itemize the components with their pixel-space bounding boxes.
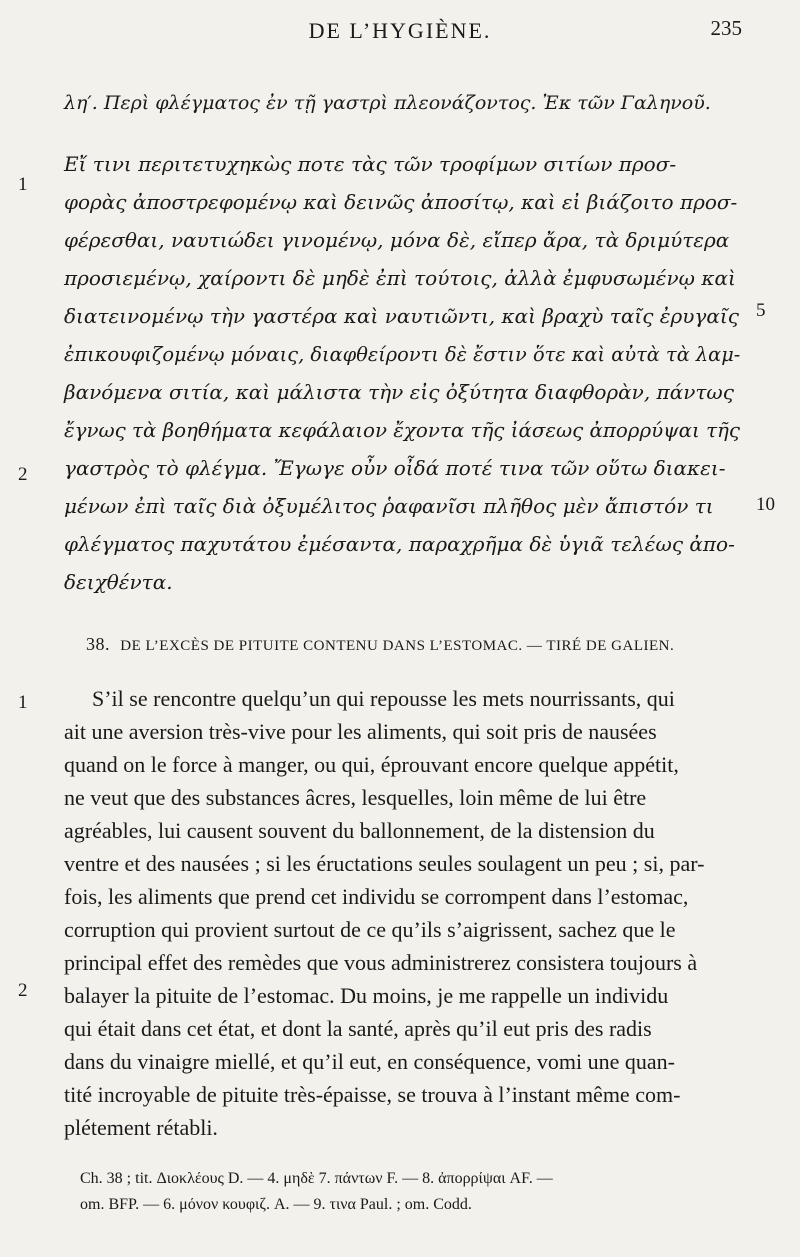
apparatus-line: Ch. 38 ; tit. Διοκλέους D. — 4. μηδὲ 7. πάντων F. — 8. ἀπορρίψαι AF. — xyxy=(80,1170,553,1187)
running-title: DE L’HYGIÈNE. xyxy=(308,18,492,43)
section-title: DE L’EXCÈS DE PITUITE CONTENU DANS L’ESTOMAC. — TIRÉ DE GALIEN. xyxy=(120,638,675,654)
greek-line: γαστρὸς τὸ φλέγμα. Ἔγωγε οὖν οἶδά ποτέ τινα τῶν οὕτω διακει- xyxy=(64,456,726,480)
french-line: fois, les aliments que prend cet individu se corrompent dans l’estomac, xyxy=(64,884,689,909)
french-line-number: 1 xyxy=(18,692,28,713)
french-line: principal effet des remèdes que vous administrerez consistera toujours à xyxy=(64,950,698,975)
french-line-number: 2 xyxy=(18,980,28,1001)
section-number: 38. xyxy=(86,634,110,654)
apparatus-line: om. BFP. — 6. μόνον κουφιζ. A. — 9. τινα Paul. ; om. Codd. xyxy=(80,1196,472,1213)
french-line: dans du vinaigre miellé, et qu’il eut, en conséquence, vomi une quan- xyxy=(64,1049,675,1074)
french-line: S’il se rencontre quelqu’un qui repousse les mets nourrissants, qui xyxy=(92,686,675,711)
greek-line-number: 10 xyxy=(756,494,775,515)
french-line: qui était dans cet état, et dont la santé, après qu’il eut pris des radis xyxy=(64,1016,652,1041)
french-line: ne veut que des substances âcres, lesquelles, loin même de lui être xyxy=(64,785,647,810)
greek-line: μένων ἐπὶ ταῖς διὰ ὀξυμέλιτος ῥαφανῖσι πλῆθος μὲν ἄπιστόν τι xyxy=(64,494,714,518)
greek-line: ἐπικουφιζομένῳ μόναις, διαφθείροντι δὲ ἔστιν ὅτε καὶ αὐτὰ τὰ λαμ- xyxy=(64,342,741,366)
page-number: 235 xyxy=(710,16,742,40)
greek-line: φέρεσθαι, ναυτιώδει γινομένῳ, μόνα δὲ, εἴπερ ἄρα, τὰ δριμύτερα xyxy=(64,228,730,252)
french-line: ait une aversion très-vive pour les aliments, qui soit pris de nausées xyxy=(64,719,657,744)
french-line: tité incroyable de pituite très-épaisse, se trouva à l’instant même com- xyxy=(64,1082,681,1107)
french-line: balayer la pituite de l’estomac. Du moins, je me rappelle un individu xyxy=(64,983,669,1008)
greek-line: διατεινομένῳ τὴν γαστέρα καὶ ναυτιῶντι, καὶ βραχὺ ταῖς ἐρυγαῖς xyxy=(64,304,739,328)
french-line: quand on le force à manger, ou qui, éprouvant encore quelque appétit, xyxy=(64,752,679,777)
greek-line: προσιεμένῳ, χαίροντι δὲ μηδὲ ἐπὶ τούτοις, ἀλλὰ ἐμφυσωμένῳ καὶ xyxy=(64,266,736,290)
greek-line: βανόμενα σιτία, καὶ μάλιστα τὴν εἰς ὀξύτητα διαφθορὰν, πάντως xyxy=(64,380,734,404)
greek-line-number: 1 xyxy=(18,174,28,195)
greek-line: Εἴ τινι περιτετυχηκὼς ποτε τὰς τῶν τροφίμων σιτίων προσ- xyxy=(64,152,677,176)
french-line: agréables, lui causent souvent du ballonnement, de la distension du xyxy=(64,818,655,843)
greek-section-heading: λη′. Περὶ φλέγματος ἐν τῇ γαστρὶ πλεονάζοντος. Ἐκ τῶν Γαληνοῦ. xyxy=(64,92,711,114)
french-line: corruption qui provient surtout de ce qu’ils s’aigrissent, sachez que le xyxy=(64,917,676,942)
greek-line: φλέγματος παχυτάτου ἐμέσαντα, παραχρῆμα δὲ ὑγιᾶ τελέως ἀπο- xyxy=(64,532,735,556)
french-line: ventre et des nausées ; si les éructations seules soulagent un peu ; si, par- xyxy=(64,851,705,876)
greek-line-number: 5 xyxy=(756,300,766,321)
greek-line: δειχθέντα. xyxy=(64,570,173,594)
greek-line-number: 2 xyxy=(18,464,28,485)
french-section-heading xyxy=(86,634,786,655)
greek-line: φορὰς ἀποστρεφομένῳ καὶ δεινῶς ἀποσίτῳ, καὶ εἰ βιάζοιτο προσ- xyxy=(64,190,738,214)
greek-line: ἔγνως τὰ βοηθήματα κεφάλαιον ἔχοντα τῆς ἰάσεως ἀπορρύψαι τῆς xyxy=(64,418,740,442)
french-line: plétement rétabli. xyxy=(64,1115,218,1140)
